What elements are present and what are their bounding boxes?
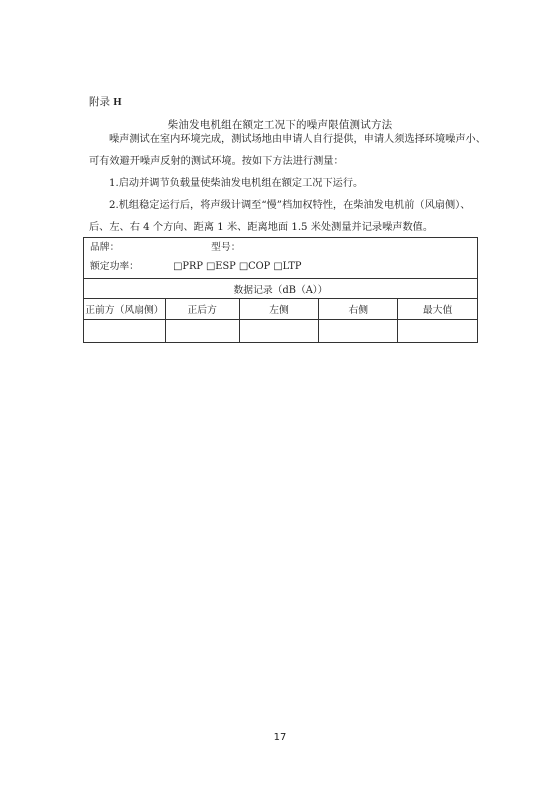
appendix-label <box>89 94 122 109</box>
brand-model-line <box>84 238 477 257</box>
brand-label: 品牌： <box>90 242 120 253</box>
rated-power-line <box>84 257 477 276</box>
section-title: 柴油发电机组在额定工况下的噪声限值测试方法 <box>167 119 393 131</box>
value-rear-cell[interactable] <box>165 320 239 343</box>
column-right: 右侧 <box>319 299 398 320</box>
data-record-header: 数据记录（dB（A）） <box>84 279 478 299</box>
paragraph-step-2: 2.机组稳定运行后，将声级计调至“慢”档加权特性，在柴油发电机前（风扇侧）、后、左、右 4 个方向、距离 1 米、距离地面 1.5 米处测量并记录噪声数值。 <box>89 200 471 233</box>
appendix-prefix: 附录 <box>89 96 110 108</box>
model-label: 型号： <box>211 242 241 253</box>
value-left-cell[interactable] <box>239 320 319 343</box>
appendix-letter: H <box>113 97 122 108</box>
column-front-fan-side: 正前方（风扇侧） <box>84 299 166 320</box>
value-front-cell[interactable] <box>84 320 166 343</box>
noise-record-table <box>83 237 478 343</box>
column-left: 左侧 <box>239 299 319 320</box>
column-rear: 正后方 <box>165 299 239 320</box>
value-max-cell[interactable] <box>398 320 478 343</box>
rated-power-label: 额定功率： <box>90 261 139 272</box>
generator-info-cell <box>84 238 478 279</box>
value-right-cell[interactable] <box>319 320 398 343</box>
paragraph-step-1: 1.启动并调节负载量使柴油发电机组在额定工况下运行。 <box>109 178 364 189</box>
page-number: 17 <box>273 732 287 743</box>
column-maximum: 最大值 <box>398 299 478 320</box>
rated-power-options: □PRP □ESP □COP □LTP <box>173 261 302 272</box>
paragraph-intro: 噪声测试在室内环境完成，测试场地由申请人自行提供，申请人须选择环境噪声小、可有效避开噪声反射的测试环境。按如下方法进行测量： <box>89 134 486 167</box>
